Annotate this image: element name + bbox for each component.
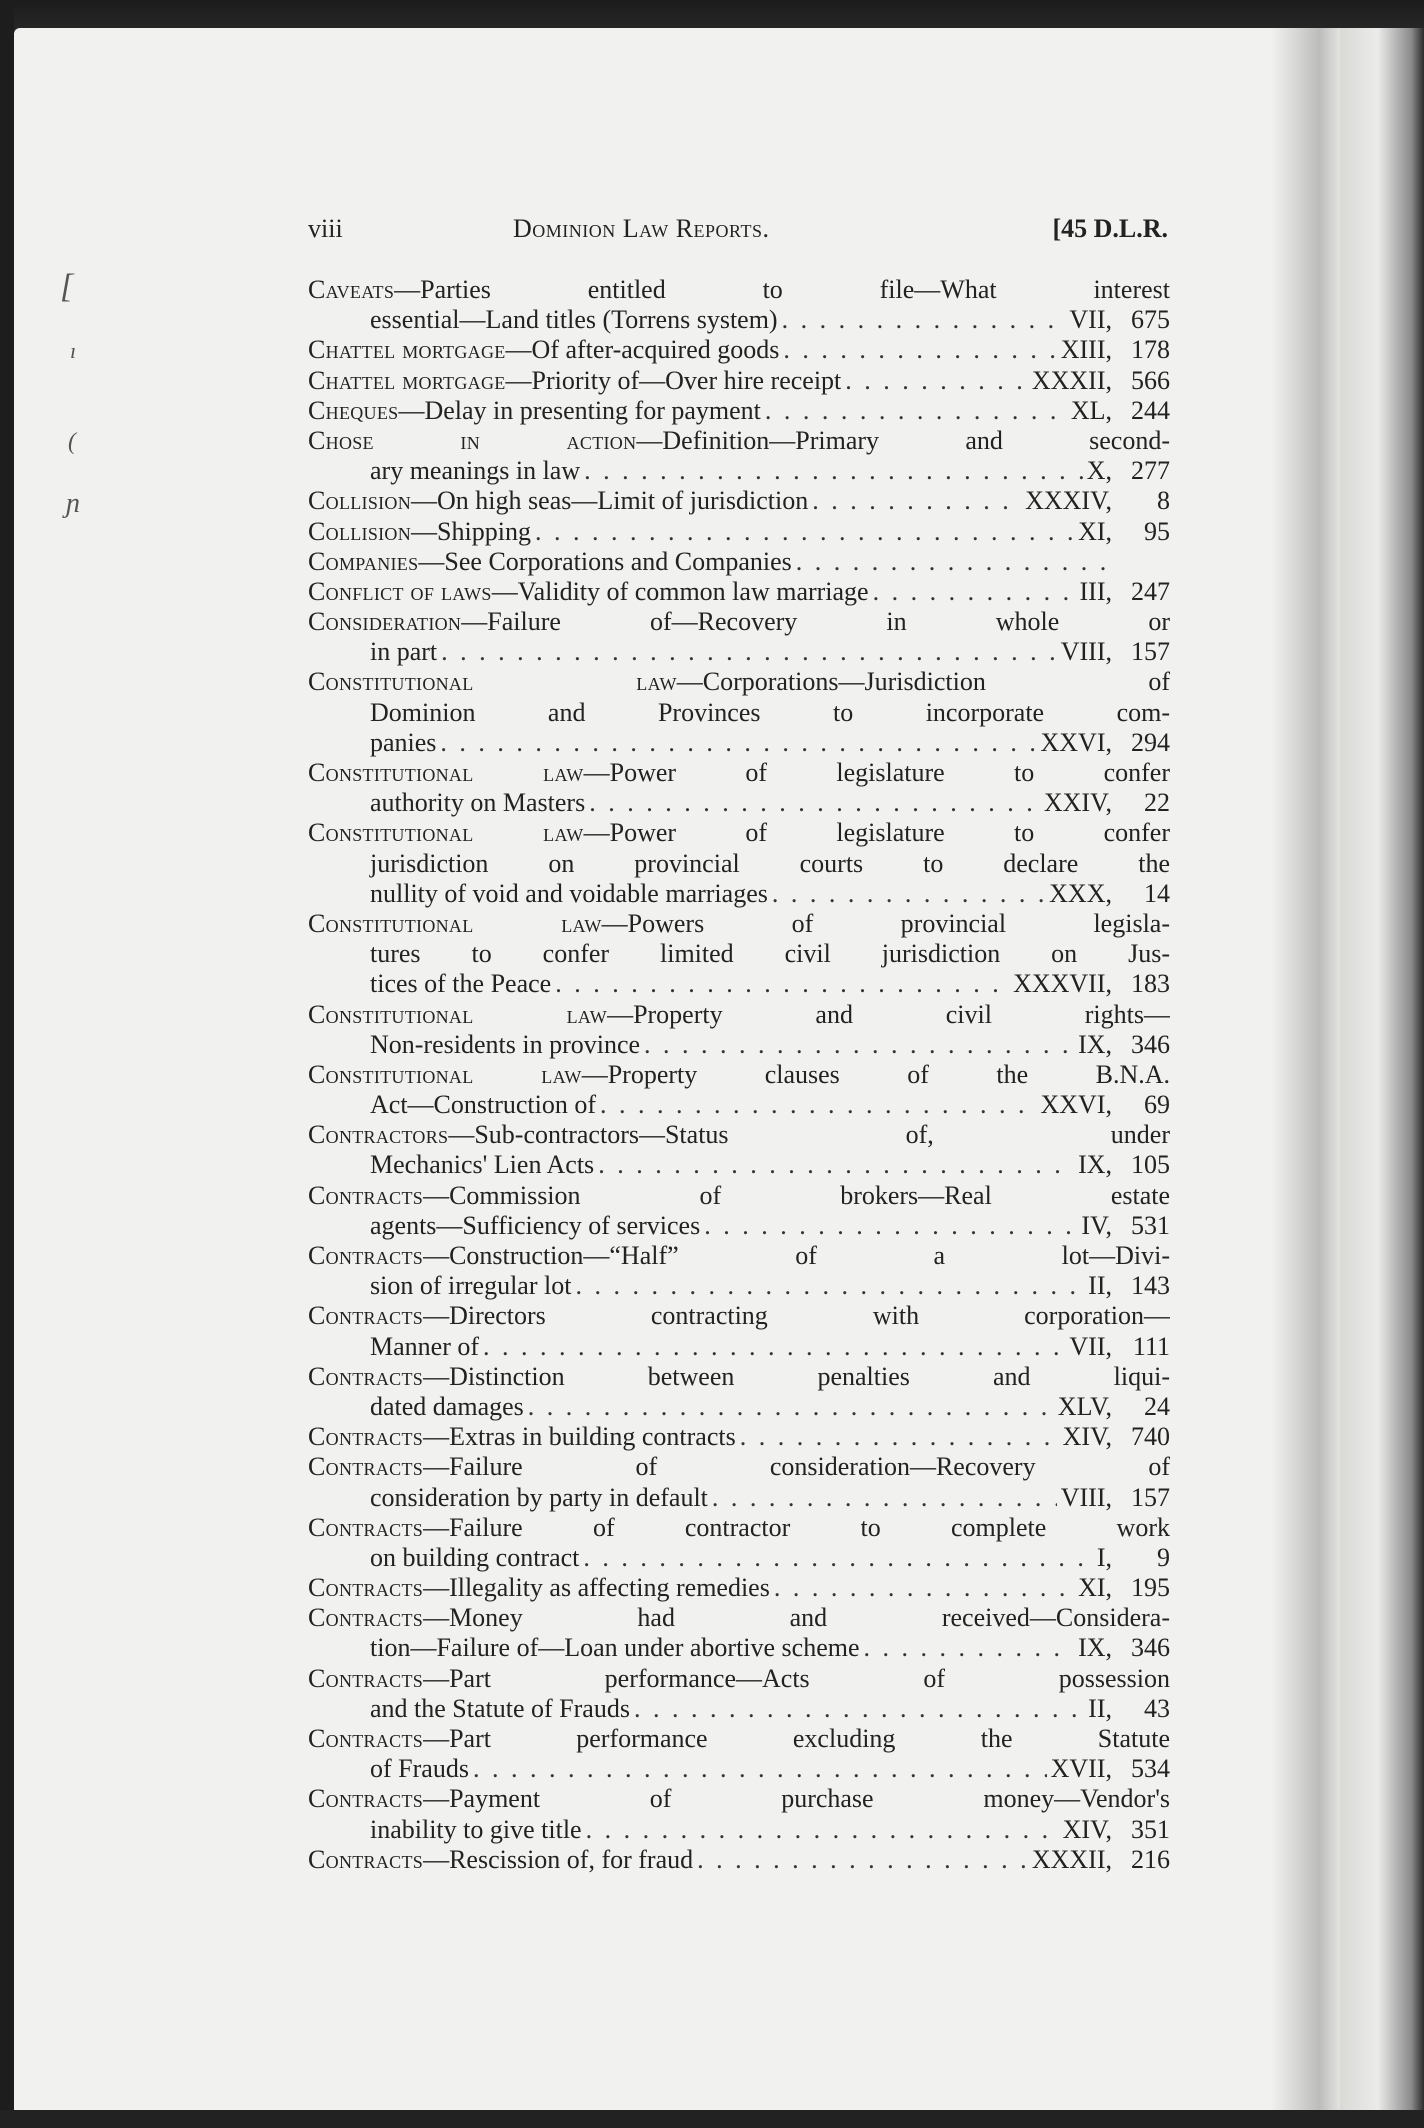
- leader-dots: [704, 1211, 1077, 1241]
- entry-text: —Directors contracting with corporation—: [423, 1301, 1170, 1331]
- citation-volume: XIV,: [1062, 1422, 1112, 1452]
- citation-volume: VIII,: [1060, 1482, 1112, 1512]
- entry-text: —Failure of—Recovery in whole or: [461, 607, 1170, 637]
- entry-line: [308, 1513, 1170, 1543]
- entry-text: inability to give title: [370, 1814, 582, 1844]
- citation-page: 294: [1131, 727, 1170, 757]
- entry-text: —Failure of contractor to complete work: [423, 1512, 1170, 1542]
- entry-text: jurisdiction on provincial courts to declare the: [370, 848, 1170, 878]
- citation: [1051, 1754, 1170, 1784]
- citation-volume: XIII,: [1060, 335, 1112, 365]
- entry-subject: Contracts: [308, 1512, 424, 1542]
- citation: [1080, 577, 1170, 607]
- citation-page: 740: [1131, 1422, 1170, 1452]
- index-entry: [308, 1301, 1170, 1361]
- leader-dots: [528, 1392, 1054, 1422]
- entry-subject: Contracts: [308, 1301, 424, 1331]
- entry-subject: Chattel mortgage: [308, 335, 506, 365]
- citation-page: 195: [1131, 1573, 1170, 1603]
- index-entry: [308, 486, 1170, 516]
- running-header: [308, 214, 1168, 254]
- entry-last-line: [308, 305, 1170, 335]
- entry-line: [308, 1120, 1170, 1150]
- citation-volume: XXVI,: [1040, 727, 1112, 757]
- entry-text: Dominion and Provinces to incorporate com-: [370, 697, 1170, 727]
- leader-dots: [774, 1573, 1074, 1603]
- entry-last-line: [308, 879, 1170, 909]
- entry-text: of Frauds: [370, 1754, 469, 1784]
- index-entry: [308, 1603, 1170, 1663]
- citation: [1041, 728, 1171, 758]
- entry-subject: Constitutional law: [308, 1059, 582, 1089]
- entry-subject: Companies: [308, 546, 419, 576]
- leader-dots: [583, 1543, 1092, 1573]
- entry-last-line: [308, 1573, 1170, 1603]
- index-entry: [308, 758, 1170, 818]
- entry-line: [308, 1784, 1170, 1814]
- entry-last-line: [308, 1633, 1170, 1663]
- index-entry: [308, 667, 1170, 758]
- citation-page: 566: [1131, 365, 1170, 395]
- entry-line: [308, 607, 1170, 637]
- entry-subject: Consideration: [308, 607, 462, 637]
- citation-page: 143: [1131, 1271, 1170, 1301]
- entry-text: —On high seas—Limit of jurisdiction: [411, 486, 809, 516]
- citation-page: 43: [1144, 1693, 1170, 1723]
- citation: [1058, 1392, 1170, 1422]
- index-entry: [308, 396, 1170, 426]
- entry-subject: Contracts: [308, 1844, 424, 1874]
- scan-bottom-border: [0, 2110, 1424, 2128]
- entry-line: [308, 758, 1170, 788]
- entry-line: [308, 275, 1170, 305]
- citation: [1063, 1815, 1170, 1845]
- entry-text: —Validity of common law marriage: [491, 576, 869, 606]
- entry-text: and the Statute of Frauds: [370, 1693, 630, 1723]
- entry-last-line: [308, 1211, 1170, 1241]
- leader-dots: [782, 305, 1066, 335]
- citation: [1088, 1271, 1170, 1301]
- scan-left-border: [0, 0, 14, 2128]
- index-entry: [308, 1181, 1170, 1241]
- leader-dots: [598, 1150, 1074, 1180]
- citation-page: 675: [1131, 305, 1170, 335]
- entry-subject: Constitutional law: [308, 667, 677, 697]
- leader-dots: [483, 1332, 1065, 1362]
- entry-text: nullity of void and voidable marriages: [370, 878, 768, 908]
- leader-dots: [589, 788, 1040, 818]
- entry-text: authority on Masters: [370, 788, 586, 818]
- citation-page: 111: [1132, 1331, 1170, 1361]
- leader-dots: [644, 1030, 1074, 1060]
- entry-last-line: [308, 577, 1170, 607]
- page-gutter-shadow: [1270, 28, 1340, 2120]
- citation: [1025, 486, 1170, 516]
- leader-dots: [864, 1633, 1075, 1663]
- entry-text: dated damages: [370, 1391, 524, 1421]
- entry-last-line: [308, 1845, 1170, 1875]
- leader-dots: [765, 396, 1067, 426]
- entry-last-line: [308, 547, 1170, 577]
- index-entry: [308, 818, 1170, 909]
- index-entry: [308, 517, 1170, 547]
- entry-text: —Power of legislature to confer: [583, 818, 1170, 848]
- citation-page: 346: [1131, 1633, 1170, 1663]
- citation: [1081, 1211, 1170, 1241]
- index-entry: [308, 1573, 1170, 1603]
- index-entry: [308, 1422, 1170, 1452]
- index-entry: [308, 1724, 1170, 1784]
- citation-volume: VII,: [1069, 1331, 1112, 1361]
- entry-last-line: [308, 517, 1170, 547]
- entry-subject: Contracts: [308, 1663, 424, 1693]
- entry-last-line: [308, 335, 1170, 365]
- leader-dots: [845, 366, 1028, 396]
- entry-last-line: [308, 1150, 1170, 1180]
- citation-page: 9: [1157, 1542, 1170, 1572]
- entry-text: —Distinction between penalties and liqui-: [423, 1361, 1170, 1391]
- index-entry: [308, 426, 1170, 486]
- index-entry: [308, 1845, 1170, 1875]
- entry-text: —Property and civil rights—: [607, 999, 1170, 1029]
- index-entry: [308, 1120, 1170, 1180]
- entry-last-line: [308, 1422, 1170, 1452]
- citation-page: 534: [1131, 1754, 1170, 1784]
- citation-volume: I,: [1096, 1542, 1112, 1572]
- citation-page: 157: [1131, 637, 1170, 667]
- citation: [1071, 396, 1170, 426]
- entry-line: [308, 1301, 1170, 1331]
- entry-text: —Commission of brokers—Real estate: [423, 1180, 1170, 1210]
- page-folio: viii: [308, 214, 343, 243]
- leader-dots: [600, 1090, 1036, 1120]
- entry-text: panies: [370, 727, 437, 757]
- entry-last-line: [308, 788, 1170, 818]
- entry-line: [308, 1181, 1170, 1211]
- entry-text: —Property clauses of the B.N.A.: [581, 1059, 1170, 1089]
- entry-last-line: [308, 1271, 1170, 1301]
- entry-last-line: [308, 1694, 1170, 1724]
- leader-dots: [586, 1815, 1059, 1845]
- entry-text: in part: [370, 637, 438, 667]
- citation-page: 244: [1131, 395, 1170, 425]
- entry-text: tices of the Peace: [370, 969, 552, 999]
- margin-pencil-marks: [ ı ( ɲ: [60, 268, 80, 519]
- citation-page: 346: [1131, 1029, 1170, 1059]
- entry-text: —See Corporations and Companies: [418, 546, 792, 576]
- entry-subject: Collision: [308, 486, 412, 516]
- entry-text: —Payment of purchase money—Vendor's: [423, 1784, 1170, 1814]
- citation-page: 247: [1131, 576, 1170, 606]
- entry-subject: Constitutional law: [308, 908, 602, 938]
- entry-text: —Shipping: [411, 516, 531, 546]
- entry-text: Mechanics' Lien Acts: [370, 1150, 595, 1180]
- book-binding-edge: [1340, 28, 1424, 2128]
- index-entry: [308, 1000, 1170, 1060]
- citation-volume: XXXII,: [1031, 365, 1112, 395]
- entry-line: [308, 698, 1170, 728]
- entry-subject: Constitutional law: [308, 818, 584, 848]
- citation-volume: XXXVII,: [1013, 969, 1112, 999]
- index-entry: [308, 909, 1170, 1000]
- citation-volume: II,: [1088, 1693, 1112, 1723]
- entry-text: Non-residents in province: [370, 1029, 641, 1059]
- running-title: Dominion Law Reports.: [513, 214, 770, 243]
- entry-last-line: [308, 1483, 1170, 1513]
- entry-subject: Caveats: [308, 275, 395, 304]
- volume-reference: [45 D.L.R.: [1052, 214, 1168, 243]
- citation-volume: XI,: [1078, 1573, 1112, 1603]
- citation-page: 69: [1144, 1090, 1170, 1120]
- leader-dots: [740, 1422, 1059, 1452]
- entry-text: —Extras in building contracts: [423, 1422, 736, 1452]
- entry-text: —Of after-acquired goods: [505, 335, 780, 365]
- citation: [1078, 1633, 1170, 1663]
- citation: [1097, 1543, 1170, 1573]
- leader-dots: [772, 879, 1045, 909]
- index-list: [308, 275, 1170, 1875]
- entry-line: [308, 426, 1170, 456]
- citation-page: 351: [1131, 1814, 1170, 1844]
- leader-dots: [783, 335, 1056, 365]
- index-entry: [308, 1513, 1170, 1573]
- index-entry: [308, 577, 1170, 607]
- leader-dots: [796, 547, 1108, 577]
- citation: [1032, 1845, 1170, 1875]
- entry-line: [308, 1241, 1170, 1271]
- entry-subject: Contracts: [308, 1452, 424, 1482]
- citation-page: 183: [1131, 969, 1170, 999]
- index-entry: [308, 335, 1170, 365]
- entry-subject: Constitutional law: [308, 758, 584, 787]
- citation-volume: VIII,: [1060, 637, 1112, 667]
- entry-subject: Contractors: [308, 1120, 449, 1150]
- entry-subject: Contracts: [308, 1724, 424, 1753]
- citation-volume: XLV,: [1057, 1391, 1112, 1421]
- entry-last-line: [308, 1543, 1170, 1573]
- entry-line: [308, 939, 1170, 969]
- entry-subject: Contracts: [308, 1180, 424, 1210]
- citation: [1069, 1332, 1170, 1362]
- entry-subject: Chattel mortgage: [308, 365, 506, 395]
- citation: [1088, 1694, 1170, 1724]
- citation-page: 8: [1157, 486, 1170, 516]
- entry-subject: Contracts: [308, 1361, 424, 1391]
- citation: [1032, 366, 1170, 396]
- entry-last-line: [308, 1815, 1170, 1845]
- citation-volume: VII,: [1069, 305, 1112, 335]
- citation: [1044, 788, 1170, 818]
- entry-line: [308, 1000, 1170, 1030]
- entry-text: Act—Construction of: [370, 1090, 597, 1120]
- entry-line: [308, 818, 1170, 848]
- leader-dots: [697, 1845, 1028, 1875]
- citation: [1013, 969, 1170, 999]
- entry-text: —Rescission of, for fraud: [423, 1844, 694, 1874]
- entry-subject: Cheques: [308, 395, 399, 425]
- index-entry: [308, 1060, 1170, 1120]
- entry-last-line: [308, 456, 1170, 486]
- entry-last-line: [308, 969, 1170, 999]
- entry-text: —Part performance excluding the Statute: [423, 1724, 1170, 1753]
- citation-page: 531: [1131, 1210, 1170, 1240]
- citation: [1041, 1090, 1171, 1120]
- citation: [1061, 335, 1170, 365]
- entry-text: tures to confer limited civil jurisdiction on Jus-: [370, 939, 1170, 969]
- entry-subject: Collision: [308, 516, 412, 546]
- citation: [1049, 879, 1170, 909]
- citation: [1078, 517, 1170, 547]
- citation-page: 157: [1131, 1482, 1170, 1512]
- entry-line: [308, 1724, 1170, 1754]
- entry-subject: Contracts: [308, 1573, 424, 1603]
- citation-volume: XXX,: [1049, 878, 1112, 908]
- leader-dots: [634, 1694, 1084, 1724]
- entry-line: [308, 1362, 1170, 1392]
- entry-text: —Powers of provincial legisla-: [601, 908, 1170, 938]
- citation-volume: IX,: [1078, 1029, 1112, 1059]
- entry-text: —Failure of consideration—Recovery of: [423, 1452, 1170, 1482]
- entry-text: —Construction—“Half” of a lot—Divi-: [423, 1241, 1170, 1270]
- citation-page: 216: [1131, 1844, 1170, 1874]
- citation-volume: XXVI,: [1040, 1090, 1112, 1120]
- citation-volume: XI,: [1078, 516, 1112, 546]
- leader-dots: [712, 1483, 1057, 1513]
- entry-line: [308, 909, 1170, 939]
- citation-volume: XXXII,: [1031, 1844, 1112, 1874]
- citation-volume: XIV,: [1062, 1814, 1112, 1844]
- citation-volume: II,: [1088, 1271, 1112, 1301]
- citation: [1063, 1422, 1170, 1452]
- index-entry: [308, 366, 1170, 396]
- index-entry: [308, 1452, 1170, 1512]
- entry-text: —Power of legislature to confer: [583, 758, 1170, 787]
- citation-page: 178: [1131, 335, 1170, 365]
- entry-last-line: [308, 396, 1170, 426]
- citation-page: 22: [1144, 788, 1170, 818]
- entry-last-line: [308, 728, 1170, 758]
- index-entry: [308, 547, 1170, 577]
- leader-dots: [535, 517, 1074, 547]
- entry-last-line: [308, 486, 1170, 516]
- index-entry: [308, 607, 1170, 667]
- entry-last-line: [308, 1332, 1170, 1362]
- leader-dots: [440, 728, 1036, 758]
- entry-text: Manner of: [370, 1331, 480, 1361]
- leader-dots: [555, 969, 1009, 999]
- citation-volume: IV,: [1081, 1210, 1112, 1240]
- entry-text: —Delay in presenting for payment: [398, 395, 761, 425]
- entry-text: consideration by party in default: [370, 1482, 708, 1512]
- entry-subject: Contracts: [308, 1241, 424, 1270]
- leader-dots: [584, 456, 1083, 486]
- citation: [1061, 1483, 1170, 1513]
- entry-text: —Money had and received—Considera-: [423, 1603, 1170, 1633]
- entry-subject: Constitutional law: [308, 999, 608, 1029]
- citation-page: 14: [1144, 878, 1170, 908]
- leader-dots: [473, 1754, 1047, 1784]
- index-entry: [308, 1362, 1170, 1422]
- entry-text: ary meanings in law: [370, 456, 581, 486]
- citation-volume: XL,: [1070, 395, 1112, 425]
- entry-line: [308, 1664, 1170, 1694]
- citation-volume: IX,: [1078, 1633, 1112, 1663]
- leader-dots: [575, 1271, 1084, 1301]
- citation-page: 105: [1131, 1150, 1170, 1180]
- entry-last-line: [308, 1392, 1170, 1422]
- citation: [1061, 637, 1170, 667]
- entry-text: agents—Sufficiency of services: [370, 1210, 701, 1240]
- citation-volume: III,: [1079, 576, 1112, 606]
- entry-text: —Priority of—Over hire receipt: [505, 365, 842, 395]
- entry-subject: Conflict of laws: [308, 576, 492, 606]
- leader-dots: [441, 637, 1057, 667]
- citation-page: 95: [1144, 516, 1170, 546]
- entry-subject: Contracts: [308, 1784, 424, 1814]
- citation: [1087, 456, 1170, 486]
- entry-text: —Corporations—Jurisdiction of: [676, 667, 1170, 697]
- entry-last-line: [308, 1030, 1170, 1060]
- citation-page: 24: [1144, 1391, 1170, 1421]
- entry-line: [308, 1060, 1170, 1090]
- entry-last-line: [308, 1090, 1170, 1120]
- leader-dots: [812, 486, 1021, 516]
- entry-text: tion—Failure of—Loan under abortive scheme: [370, 1633, 860, 1663]
- index-entry: [308, 1664, 1170, 1724]
- citation: [1078, 1150, 1170, 1180]
- citation: [1069, 305, 1170, 335]
- entry-line: [308, 1452, 1170, 1482]
- entry-text: sion of irregular lot: [370, 1271, 572, 1301]
- entry-subject: Contracts: [308, 1422, 424, 1452]
- citation-volume: XXIV,: [1043, 788, 1112, 818]
- citation-volume: XVII,: [1050, 1754, 1112, 1784]
- entry-subject: Chose in action: [308, 425, 637, 455]
- index-entry: [308, 1784, 1170, 1844]
- citation: [1078, 1573, 1170, 1603]
- entry-subject: Contracts: [308, 1603, 424, 1633]
- entry-line: [308, 1603, 1170, 1633]
- citation-page: 277: [1131, 456, 1170, 486]
- citation-volume: IX,: [1078, 1150, 1112, 1180]
- entry-text: —Definition—Primary and second-: [636, 425, 1170, 455]
- citation-volume: X,: [1086, 456, 1112, 486]
- entry-last-line: [308, 637, 1170, 667]
- citation: [1078, 1030, 1170, 1060]
- leader-dots: [873, 577, 1076, 607]
- index-entry: [308, 1241, 1170, 1301]
- entry-line: [308, 849, 1170, 879]
- entry-text: —Sub-contractors—Status of, under: [448, 1120, 1170, 1150]
- entry-text: on building contract: [370, 1542, 580, 1572]
- entry-text: —Part performance—Acts of possession: [423, 1663, 1170, 1693]
- citation-volume: XXXIV,: [1025, 486, 1112, 516]
- entry-last-line: [308, 366, 1170, 396]
- entry-last-line: [308, 1754, 1170, 1784]
- entry-text: —Illegality as affecting remedies: [423, 1573, 770, 1603]
- entry-text: —Parties entitled to file—What interest: [394, 275, 1170, 304]
- entry-line: [308, 667, 1170, 697]
- index-entry: [308, 275, 1170, 335]
- entry-text: essential—Land titles (Torrens system): [370, 305, 778, 335]
